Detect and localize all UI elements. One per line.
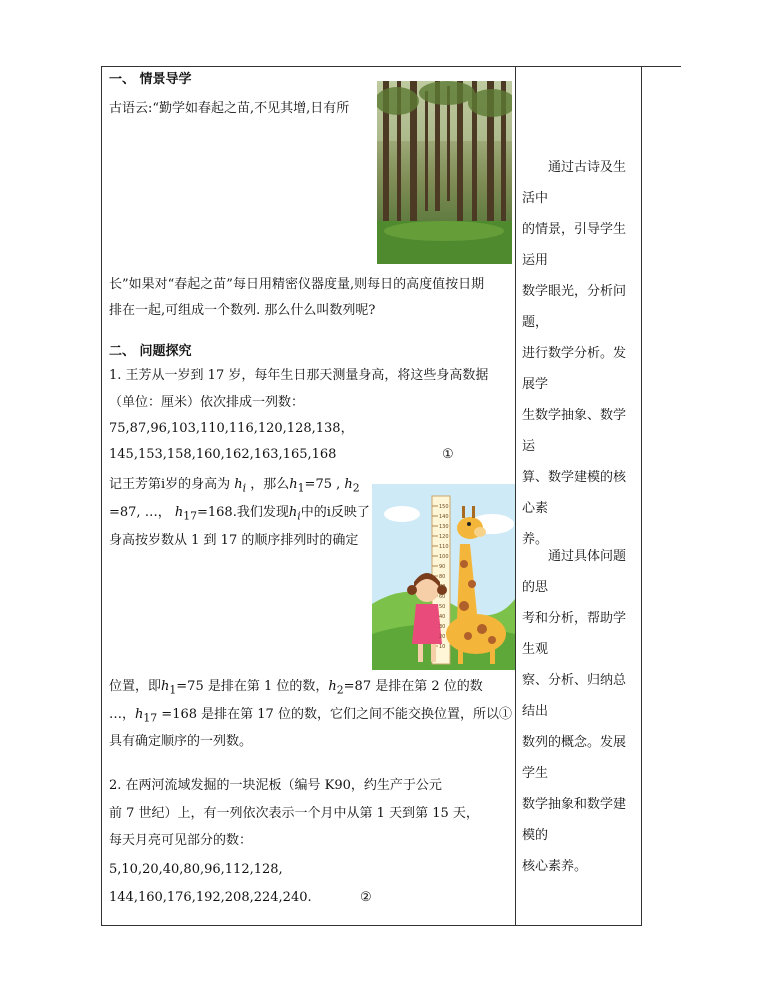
note2-line: 察、分析、归纳总结出 (522, 673, 627, 719)
ruler-tick-label: 120 (439, 534, 449, 540)
section1-line2: 长”如果对“春起之苗”每日用精密仪器度量,则每日的高度值按日期 (109, 277, 485, 292)
ruler-tick-label: 90 (439, 564, 446, 570)
problem2-line1: 2. 在两河流域发掘的一块泥板（编号 K90，约生产于公元 (109, 778, 442, 793)
ruler-tick-label: 60 (439, 594, 446, 600)
problem1-line2: （单位：厘米）依次排成一列数： (109, 395, 305, 410)
problem2-line3: 每天月亮可见部分的数： (109, 833, 253, 848)
section2-heading: 二、 问题探究 (109, 344, 192, 359)
section1-heading: 一、 情景导学 (109, 72, 192, 87)
section1-line3: 排在一起,可组成一个数列. 那么什么叫数列呢? (109, 303, 376, 318)
note2-line: 数学抽象和数学建模的 (522, 797, 627, 843)
ruler-tick-label: 40 (439, 614, 446, 620)
problem1-position-line3: 具有确定顺序的一列数。 (109, 734, 253, 749)
column-divider (515, 66, 516, 926)
ruler-tick-label: 20 (439, 634, 446, 640)
sidebar-note-1 (522, 152, 636, 555)
ruler-tick-label: 130 (439, 524, 449, 530)
note1-line: 数学眼光，分析问题， (522, 284, 627, 330)
section1-line1: 古语云:“勤学如春起之苗,不见其增,日有所 (109, 101, 350, 116)
giraffe-height-chart-image (372, 484, 515, 670)
note1-line: 生数学抽象、数学运 (522, 408, 627, 454)
sequence1-line1: 75,87,96,103,110,116,120,128,138， (109, 421, 354, 436)
ruler-tick-label: 100 (439, 554, 449, 560)
problem1-notation-line3: 身高按岁数从 1 到 17 的顺序排列时的确定 (109, 533, 359, 548)
problem2-line2: 前 7 世纪）上，有一列依次表示一个月中从第 1 天到第 15 天， (109, 806, 479, 821)
sequence1-line2: 145,153,158,160,162,163,165,168 (109, 447, 337, 462)
note2-line: 考和分析，帮助学生观 (522, 611, 627, 657)
ruler-tick-label: 70 (439, 584, 446, 590)
note1-line: 算、数学建模的核心素 (522, 470, 627, 516)
sequence2-marker: ② (360, 890, 372, 905)
sidebar-note-2 (522, 541, 636, 882)
ruler-tick-label: 10 (439, 644, 446, 650)
note1-line: 通过古诗及生活中 (522, 160, 627, 206)
ruler-tick-label: 50 (439, 604, 446, 610)
note1-line: 进行数学分析。发展学 (522, 346, 627, 392)
problem1-notation-line2: =87, …， $h_{17}=168$.我们发现$h_i$中的i反映了 (109, 505, 370, 523)
problem1-position-line2: …，$h_{17} =168$ 是排在第 17 位的数，它们之间不能交换位置，所以① (109, 707, 512, 725)
note2-line: 核心素养。 (522, 859, 588, 874)
problem1-position-line1: 位置，即$h_1=75$ 是排在第 1 位的数，$h_2=87$ 是排在第 2 位的数 (109, 679, 483, 697)
note2-line: 通过具体问题的思 (522, 549, 627, 595)
sequence1-marker: ① (442, 447, 454, 462)
ruler-tick-label: 80 (439, 574, 446, 580)
forest-image (377, 81, 512, 264)
problem1-line1: 1. 王芳从一岁到 17 岁，每年生日那天测量身高，将这些身高数据 (109, 368, 489, 383)
note1-line: 养。 (522, 532, 549, 547)
note2-line: 数列的概念。发展学生 (522, 735, 627, 781)
sequence2-line1: 5,10,20,40,80,96,112,128, (109, 862, 283, 877)
ruler-tick-label: 150 (439, 504, 449, 510)
ruler-tick-label: 30 (439, 624, 446, 630)
ruler-tick-label: 140 (439, 514, 449, 520)
sequence2-line2: 144,160,176,192,208,224,240. (109, 890, 312, 905)
ruler-tick-label: 110 (439, 544, 449, 550)
problem1-notation-line1: 记王芳第i岁的身高为 $h_i$ ，那么$h_1=75$ , $h_2$ (109, 477, 360, 495)
note1-line: 的情景，引导学生运用 (522, 222, 627, 268)
